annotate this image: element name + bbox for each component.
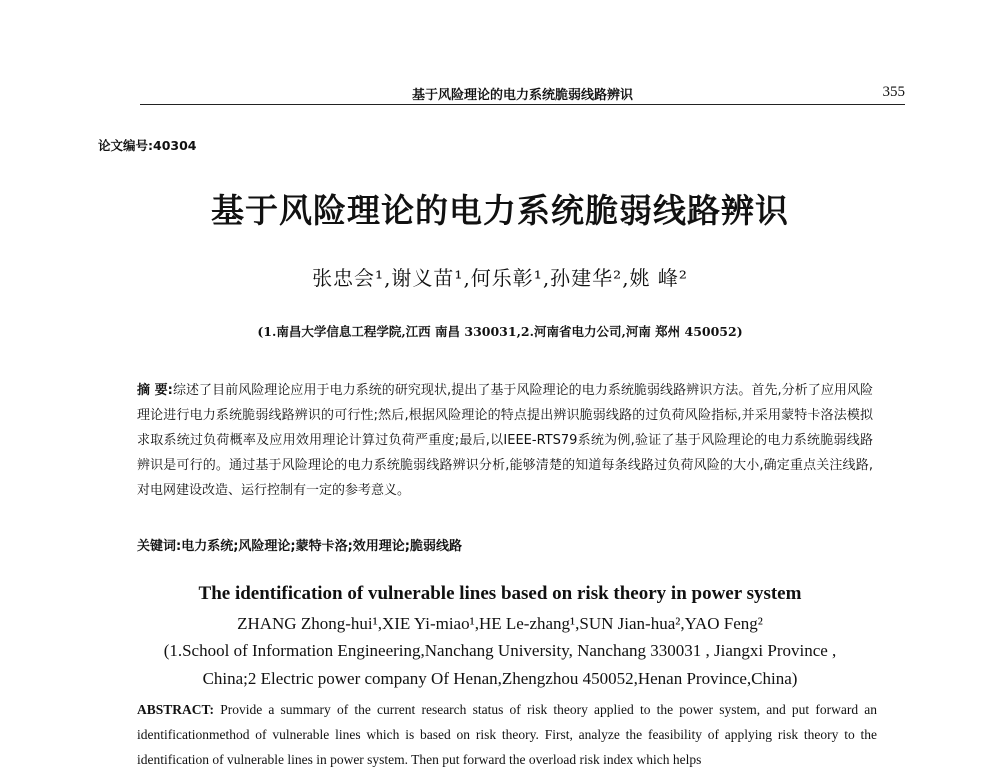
- english-title: The identification of vulnerable lines based on risk theory in power system: [198, 583, 802, 604]
- running-header: [140, 78, 905, 105]
- affiliation: (1.南昌大学信息工程学院,江西 南昌 330031,2.河南省电力公司,河南 郑州 450052): [257, 324, 743, 339]
- english-abstract-label: ABSTRACT:: [137, 702, 215, 717]
- english-affiliation-line1: (1.School of Information Engineering,Nanchang University, Nanchang 330031 , Jiangxi Province ,: [163, 641, 837, 660]
- english-abstract: [137, 697, 877, 772]
- english-affiliation-line2: China;2 Electric power company Of Henan,Zhengzhou 450052,Henan Province,China): [202, 669, 798, 688]
- english-authors: ZHANG Zhong-hui¹,XIE Yi-miao¹,HE Le-zhang¹,SUN Jian-hua²,YAO Feng²: [237, 614, 763, 633]
- abstract-chinese: [137, 378, 873, 503]
- running-title: 基于风险理论的电力系统脆弱线路辨识: [411, 88, 633, 103]
- english-abstract-text: Provide a summary of the current research status of risk theory applied to the power system, and put forward an identificationmethod of vulnerable lines which is based on risk theory. First, analyze the feasibility of applying risk theory to the identification of vulnerable lines in power system. Then put forward the overload risk index which helps: [137, 702, 878, 767]
- keywords-chinese: 关键词:电力系统;风险理论;蒙特卡洛;效用理论;脆弱线路: [137, 539, 462, 554]
- page-number: 355: [882, 84, 905, 100]
- author-list: 张忠会¹,谢义苗¹,何乐彰¹,孙建华²,姚 峰²: [312, 266, 688, 290]
- paper-id: 论文编号:40304: [98, 138, 197, 153]
- abstract-text: 综述了目前风险理论应用于电力系统的研究现状,提出了基于风险理论的电力系统脆弱线路辨识方法。首先,分析了应用风险理论进行电力系统脆弱线路辨识的可行性;然后,根据风险理论的特点提出辨识脆弱线路的过负荷风险指标,并采用蒙特卡洛法模拟求取系统过负荷概率及应用效用理论计算过负荷严重度;最后,以IEEE-RTS79系统为例,验证了基于风险理论的电力系统脆弱线路辨识是可行的。通过基于风险理论的电力系统脆弱线路辨识分析,能够清楚的知道每条线路过负荷风险的大小,确定重点关注线路,对电网建设改造、运行控制有一定的参考意义。: [137, 383, 874, 498]
- paper-title: 基于风险理论的电力系统脆弱线路辨识: [211, 191, 789, 230]
- abstract-label: 摘 要:: [137, 383, 173, 398]
